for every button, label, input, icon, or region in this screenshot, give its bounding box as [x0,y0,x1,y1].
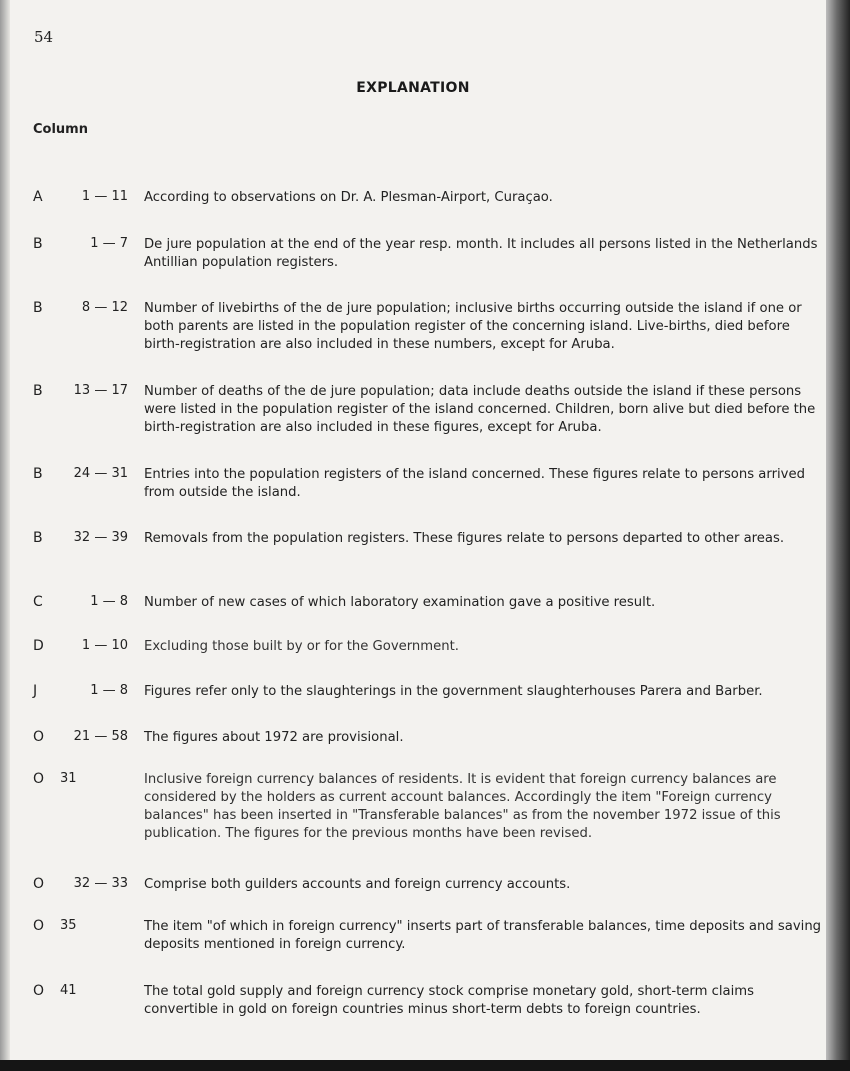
entry-text: Figures refer only to the slaughterings in the government slaughterhouses Parera and Barber. [144,684,763,699]
entry-code: O [33,729,45,745]
entry-code: B [33,530,43,546]
entry-code: B [33,300,43,316]
entry-range: 21 — 58 [73,729,128,744]
entry-code: B [33,236,43,252]
entry-range: 1 — 7 [90,236,128,251]
entry-text: According to observations on Dr. A. Plesman-Airport, Curaçao. [144,190,553,205]
entry-code: O [33,771,45,787]
entry-range: 1 — 8 [90,594,128,609]
entry-text: Comprise both guilders accounts and foreign currency accounts. [144,877,571,892]
entry-range: 41 [60,983,77,998]
entry-text: Removals from the population registers. These figures relate to persons departed to other areas. [144,531,785,546]
entry-range: 1 — 10 [81,638,128,653]
entry-code: B [33,466,43,482]
entry-code: B [33,383,43,399]
entry-code: O [33,983,45,999]
entry-range: 32 — 39 [73,530,128,545]
entry-code: O [33,918,45,934]
entry-text: The total gold supply and foreign currency stock comprise monetary gold, short-term claims convertible in gold on foreign countries minus short-term debts to foreign countries. [144,984,754,1017]
entry-range: 24 — 31 [73,466,128,481]
entry-range: 1 — 8 [90,683,128,698]
page-right-shadow [826,0,850,1071]
page-number: 54 [34,28,54,46]
entry-range: 35 [60,918,77,933]
column-heading: Column [33,122,88,137]
entry-range: 32 — 33 [73,876,128,891]
entry-text: The item "of which in foreign currency" inserts part of transferable balances, time deposits and saving deposits mentioned in foreign currency. [144,919,822,952]
entry-text: Entries into the population registers of the island concerned. These figures relate to persons arrived from outside the island. [144,467,805,500]
page-bottom-shadow [0,1060,850,1071]
entry-code: O [33,876,45,892]
entry-range: 1 — 11 [81,189,128,204]
page-binding-edge [0,0,10,1060]
entry-code: A [33,189,43,205]
entry-code: D [33,638,44,654]
entry-code: J [33,683,38,699]
entry-text: De jure population at the end of the year resp. month. It includes all persons listed in the Netherlands Antillian population registers. [144,237,818,270]
entry-text: Inclusive foreign currency balances of residents. It is evident that foreign currency balances are considered by the holders as current account balances. Accordingly the item "Foreign currency balances" has been inserted in "Transferable balances" as from the november 1972 issue of this publication. The figures for the previous months have been revised. [144,772,781,841]
entry-range: 13 — 17 [73,383,128,398]
entry-text: The figures about 1972 are provisional. [144,730,404,745]
entry-text: Number of deaths of the de jure population; data include deaths outside the island if these persons were listed in the population register of the island concerned. Children, born alive but died before the birth-registration are also included in these figures, except for Aruba. [144,384,816,435]
entry-text: Number of new cases of which laboratory examination gave a positive result. [144,595,656,610]
entry-text: Excluding those built by or for the Government. [144,639,459,654]
entry-range: 31 [60,771,77,786]
page-title: EXPLANATION [356,80,470,96]
entry-text: Number of livebirths of the de jure population; inclusive births occurring outside the island if one or both parents are listed in the population register of the concerning island. Live-births, died before birth-registration are also included in these numbers, except for Aruba. [144,301,802,352]
entry-code: C [33,594,43,610]
entry-range: 8 — 12 [81,300,128,315]
